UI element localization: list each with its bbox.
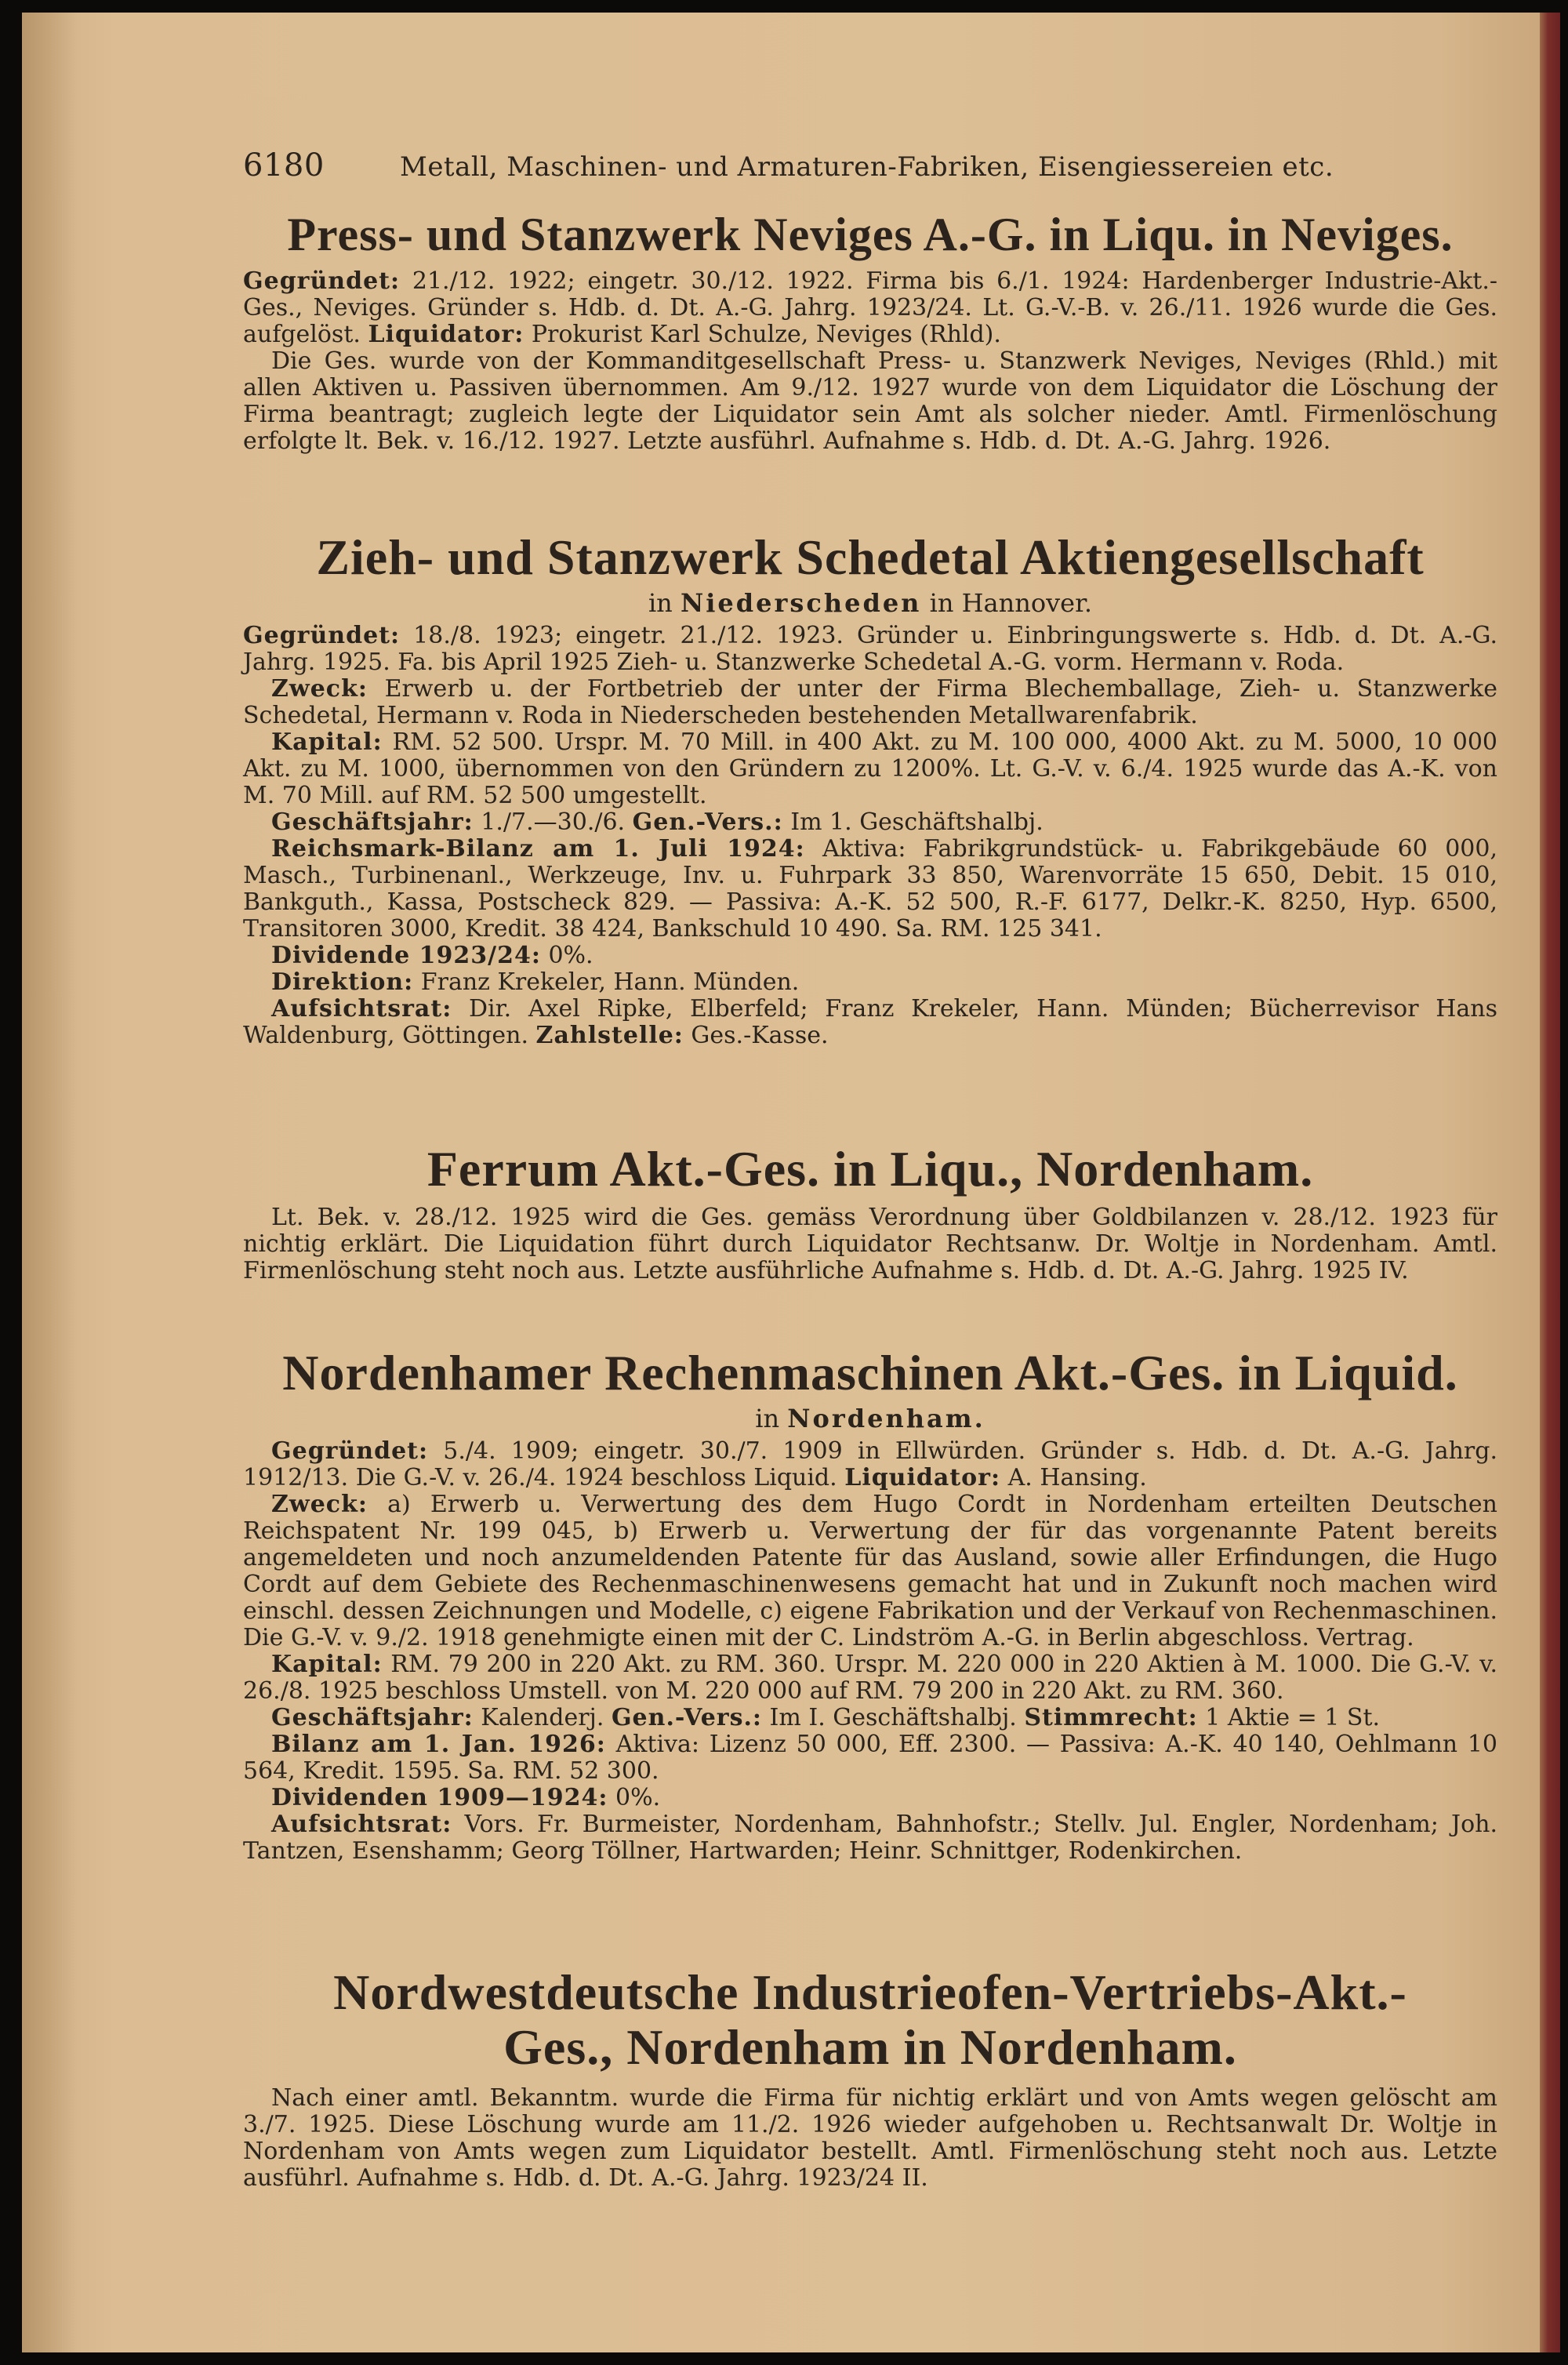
entry-title: Nordwestdeutsche Industrieofen-Vertriebs-Akt.-Ges., Nordenham in Nordenham. bbox=[333, 1964, 1407, 2076]
entry-press-stanzwerk-neviges bbox=[243, 209, 1497, 455]
entry-paragraph: Dividenden 1909—1924: 0%. bbox=[271, 1784, 661, 1812]
scanned-page bbox=[22, 13, 1560, 2352]
entry-paragraph: Kapital: RM. 52 500. Urspr. M. 70 Mill. in 400 Akt. zu M. 100 000, 4000 Akt. zu M. 5000, 10 000 Akt. zu M. 1000, übernommen von den Gründern zu 1200%. Lt. G.-V. v. 6./4. 1925 wurde das A.-K. von M. 70 Mill. auf RM. 52 500 umgestellt. bbox=[243, 728, 1497, 810]
entry-body bbox=[243, 268, 1497, 455]
entry-title: Zieh- und Stanzwerk Schedetal Aktiengesellschaft bbox=[316, 529, 1425, 585]
entry-paragraph: Lt. Bek. v. 28./12. 1925 wird die Ges. gemäss Verordnung über Goldbilanzen v. 28./12. 1923 für nichtig erklärt. Die Liquidation führt durch Liquidator Rechtsanw. Dr. Woltje in Nordenham. Amtl. Firmenlöschung steht noch aus. Letzte ausführliche Aufnahme s. Hdb. d. Dt. A.-G. Jahrg. 1925 IV. bbox=[243, 1204, 1497, 1285]
entry-paragraph: Zweck: a) Erwerb u. Verwertung des dem Hugo Cordt in Nordenham erteilten Deutschen Reichspatent Nr. 199 045, b) Erwerb u. Verwertung der für das vorgenannte Patent bereits angemeldeten und noch anzumeldenden Patente für das Ausland, sowie aller Erfindungen, die Hugo Cordt auf dem Gebiete des Rechenmaschinenwesens gemacht hat und in Zukunft noch machen wird einschl. dessen Zeichnungen und Modelle, c) eigene Fabrikation und der Verkauf von Rechenmaschinen. Die G.-V. v. 9./2. 1918 genehmigte einen mit der C. Lindström A.-G. in Berlin abgeschloss. Vertrag. bbox=[243, 1491, 1497, 1652]
entry-body bbox=[243, 1438, 1497, 1865]
page-number: 6180 bbox=[243, 147, 325, 183]
binding-gutter bbox=[22, 13, 77, 2352]
entry-location: in Nordenham. bbox=[755, 1404, 985, 1434]
entry-title: Ferrum Akt.-Ges. in Liqu., Nordenham. bbox=[426, 1141, 1314, 1197]
entry-location: in Niederscheden in Hannover. bbox=[648, 588, 1093, 619]
entry-nordenhamer-rechenmaschinen bbox=[243, 1346, 1497, 1865]
entry-paragraph: Geschäftsjahr: 1./7.—30./6. Gen.-Vers.: Im 1. Geschäftshalbj. bbox=[271, 808, 1044, 837]
running-header bbox=[243, 147, 1497, 183]
entry-ferrum bbox=[243, 1142, 1497, 1284]
entry-paragraph: Zweck: Erwerb u. der Fortbetrieb der unter der Firma Blechemballage, Zieh- u. Stanzwerke Schedetal, Hermann v. Roda in Niederscheden bestehenden Metallwarenfabrik. bbox=[243, 675, 1497, 730]
entry-nordwestdeutsche-industrieofen bbox=[243, 1965, 1497, 2192]
entry-paragraph: Bilanz am 1. Jan. 1926: Aktiva: Lizenz 50 000, Eff. 2300. — Passiva: A.-K. 40 140, Oehlmann 10 564, Kredit. 1595. Sa. RM. 52 300. bbox=[243, 1731, 1497, 1786]
entry-paragraph: Reichsmark-Bilanz am 1. Juli 1924: Aktiva: Fabrikgrundstück- u. Fabrikgebäude 60 000, Masch., Turbinenanl., Werkzeuge, Inv. u. Fuhrpark 33 850, Warenvorräte 15 650, Debit. 15 010, Bankguth., Kassa, Postscheck 829. — Passiva: A.-K. 52 500, R.-F. 6177, Delkr.-K. 8250, Hyp. 6500, Transitoren 3000, Kredit. 38 424, Bankschuld 10 490. Sa. RM. 125 341. bbox=[243, 835, 1497, 943]
entry-paragraph: Direktion: Franz Krekeler, Hann. Münden. bbox=[271, 968, 800, 997]
running-title: Metall, Maschinen- und Armaturen-Fabriken, Eisengiessereien etc. bbox=[400, 151, 1334, 183]
entry-paragraph: Die Ges. wurde von der Kommanditgesellschaft Press- u. Stanzwerk Neviges, Neviges (Rhld.) mit allen Aktiven u. Passiven übernommen. Am 9./12. 1927 wurde von dem Liquidator die Löschung der Firma beantragt; zugleich legte der Liquidator sein Amt als solcher nieder. Amtl. Firmenlöschung erfolgte lt. Bek. v. 16./12. 1927. Letzte ausführl. Aufnahme s. Hdb. d. Dt. A.-G. Jahrg. 1926. bbox=[243, 347, 1497, 455]
entry-paragraph: Kapital: RM. 79 200 in 220 Akt. zu RM. 360. Urspr. M. 220 000 in 220 Aktien à M. 1000. Die G.-V. v. 26./8. 1925 beschloss Umstell. von M. 220 000 auf RM. 79 200 in 220 Akt. zu RM. 360. bbox=[243, 1651, 1497, 1706]
entry-paragraph: Aufsichtsrat: Dir. Axel Ripke, Elberfeld; Franz Krekeler, Hann. Münden; Bücherrevisor Hans Waldenburg, Göttingen. Zahlstelle: Ges.-Kasse. bbox=[243, 995, 1497, 1050]
entry-body bbox=[243, 1204, 1497, 1284]
entry-paragraph: Geschäftsjahr: Kalenderj. Gen.-Vers.: Im I. Geschäftshalbj. Stimmrecht: 1 Aktie = 1 St. bbox=[271, 1704, 1381, 1732]
entry-paragraph: Dividende 1923/24: 0%. bbox=[271, 942, 593, 970]
entry-paragraph: Gegründet: 5./4. 1909; eingetr. 30./7. 1909 in Ellwürden. Gründer s. Hdb. d. Dt. A.-G. Jahrg. 1912/13. Die G.-V. v. 26./4. 1924 beschloss Liquid. Liquidator: A. Hansing. bbox=[243, 1437, 1497, 1492]
entry-title: Nordenhamer Rechenmaschinen Akt.-Ges. in Liquid. bbox=[282, 1345, 1458, 1400]
entry-paragraph: Nach einer amtl. Bekanntm. wurde die Firma für nichtig erklärt und von Amts wegen gelöscht am 3./7. 1925. Diese Löschung wurde am 11./2. 1926 wieder aufgehoben u. Rechtsanwalt Dr. Woltje in Nordenham von Amts wegen zum Liquidator bestellt. Amtl. Firmenlöschung steht noch aus. Letzte ausführl. Aufnahme s. Hdb. d. Dt. A.-G. Jahrg. 1923/24 II. bbox=[243, 2083, 1497, 2192]
entry-body bbox=[243, 2085, 1497, 2192]
entry-paragraph: Gegründet: 18./8. 1923; eingetr. 21./12. 1923. Gründer u. Einbringungswerte s. Hdb. d. Dt. A.-G. Jahrg. 1925. Fa. bis April 1925 Zieh- u. Stanzwerke Schedetal A.-G. vorm. Hermann v. Roda. bbox=[243, 622, 1497, 677]
entry-title: Press- und Stanzwerk Neviges A.-G. in Liqu. in Neviges. bbox=[287, 209, 1454, 260]
entry-zieh-stanzwerk-schedetal bbox=[243, 530, 1497, 1049]
book-spine bbox=[1540, 13, 1560, 2352]
entry-body bbox=[243, 623, 1497, 1049]
entry-paragraph: Aufsichtsrat: Vors. Fr. Burmeister, Nordenham, Bahnhofstr.; Stellv. Jul. Engler, Nordenham; Joh. Tantzen, Esenshamm; Georg Töllner, Hartwarden; Heinr. Schnittger, Rodenkirchen. bbox=[243, 1811, 1497, 1865]
entry-paragraph: Gegründet: 21./12. 1922; eingetr. 30./12. 1922. Firma bis 6./1. 1924: Hardenberger Industrie-Akt.-Ges., Neviges. Gründer s. Hdb. d. Dt. A.-G. Jahrg. 1923/24. Lt. G.-V.-B. v. 26./11. 1926 wurde die Ges. aufgelöst. Liquidator: Prokurist Karl Schulze, Neviges (Rhld). bbox=[243, 267, 1497, 348]
